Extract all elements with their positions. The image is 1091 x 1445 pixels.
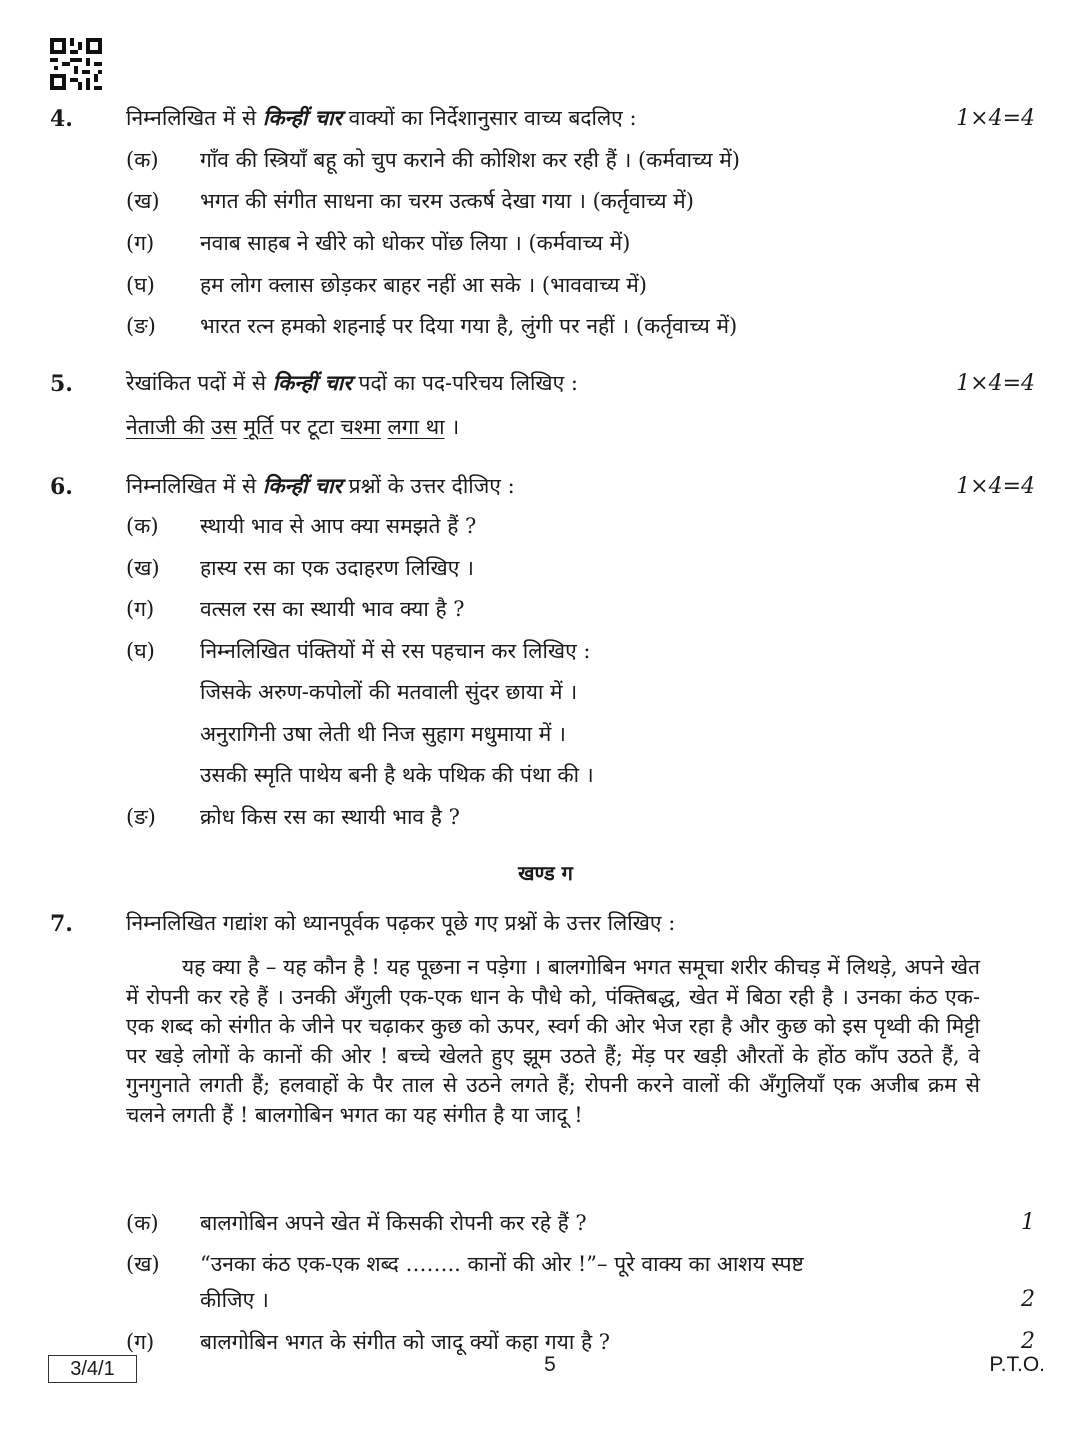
poem-line: अनुरागिनी उषा लेती थी निज सुहाग मधुमाया में ।: [200, 722, 566, 746]
instruction-emphasis: किन्हीं चार: [272, 370, 352, 395]
sub-question-label: (ख): [126, 1252, 160, 1276]
sub-question-label: (ङ): [126, 805, 156, 829]
qr-code: [50, 38, 102, 90]
instruction-text: पदों का पद-परिचय लिखिए :: [351, 371, 578, 395]
instruction-emphasis: किन्हीं चार: [262, 105, 342, 130]
sub-question-text: बालगोबिन अपने खेत में किसकी रोपनी कर रहे हैं ?: [200, 1211, 587, 1235]
instruction-text: निम्नलिखित में से: [126, 106, 263, 130]
question-marks: 1×4=4: [956, 371, 1035, 396]
sub-question-label: (ख): [126, 556, 160, 580]
sub-question-text: क्रोध किस रस का स्थायी भाव है ?: [200, 805, 460, 829]
underlined-word: मूर्ति: [243, 415, 274, 439]
question-instruction: [126, 472, 515, 500]
sub-question-text: भगत की संगीत साधना का चरम उत्कर्ष देखा गया । (कर्तृवाच्य में): [200, 189, 694, 213]
page-number: 5: [544, 1353, 556, 1376]
pto-label: P.T.O.: [989, 1353, 1045, 1376]
paper-code-box: [48, 1355, 137, 1383]
sub-question-label: (क): [126, 148, 159, 172]
sub-question-label: (क): [126, 514, 159, 538]
sub-question-label: (ग): [126, 231, 155, 255]
sub-question-label: (ङ): [126, 314, 156, 338]
paper-code: 3/4/1: [70, 1358, 115, 1380]
sub-question-text: “उनका कंठ एक-एक शब्द …….. कानों की ओर !”– पूरे वाक्य का आशय स्पष्ट: [200, 1252, 804, 1276]
sub-question-label: (घ): [126, 273, 155, 297]
passage: यह क्या है – यह कौन है ! यह पूछना न पड़ेगा । बालगोबिन भगत समूचा शरीर कीचड़ में लिथड़े, अपने खेत में रोपनी कर रहे हैं । उनकी अँगुली एक-एक धान के पौधे को, पंक्तिबद्ध, खेत में बिठा रही है । उनका कंठ एक-एक शब्द को संगीत के जीने पर चढ़ाकर कुछ को ऊपर, स्वर्ग की ओर भेज रहा है और कुछ को इस पृथ्वी की मिट्टी पर खड़े लोगों के कानों की ओर ! बच्चे खेलते हुए झूम उठते हैं; मेंड़ पर खड़ी औरतों के होंठ काँप उठते हैं, वे गुनगुनाते लगती हैं; हलवाहों के पैर ताल से उठने लगते हैं; रोपनी करने वालों की अँगुलियाँ एक अजीब क्रम से चलने लगती हैं ! बालगोबिन भगत का यह संगीत है या जादू !: [126, 955, 980, 1127]
sub-question-text: भारत रत्न हमको शहनाई पर दिया गया है, लुंगी पर नहीं । (कर्तृवाच्य में): [200, 314, 738, 338]
sub-question-text: गाँव की स्त्रियाँ बहू को चुप कराने की कोशिश कर रही हैं । (कर्मवाच्य में): [200, 148, 740, 172]
question-number: 7.: [50, 911, 73, 937]
sub-question-marks: 2: [1021, 1329, 1035, 1354]
sub-question-text: नवाब साहब ने खीरे को धोकर पोंछ लिया । (कर्मवाच्य में): [200, 231, 631, 255]
instruction-text: वाक्यों का निर्देशानुसार वाच्य बदलिए :: [342, 106, 637, 130]
section-title: खण्ड ग: [518, 861, 573, 885]
sub-question-label: (घ): [126, 639, 155, 663]
sentence-word: पर टूटा: [280, 415, 334, 439]
instruction-text: प्रश्नों के उत्तर दीजिए :: [342, 474, 515, 498]
question-number: 5.: [50, 371, 73, 397]
sub-question-text: बालगोबिन भगत के संगीत को जादू क्यों कहा गया है ?: [200, 1330, 611, 1354]
sub-question-label: (ग): [126, 597, 155, 621]
sub-question-label: (ख): [126, 189, 160, 213]
underlined-word: लगा था: [387, 415, 445, 439]
question-number: 4.: [50, 106, 73, 132]
sub-question-label: (क): [126, 1211, 159, 1235]
question-instruction: निम्नलिखित गद्यांश को ध्यानपूर्वक पढ़कर पूछे गए प्रश्नों के उत्तर लिखिए :: [126, 911, 676, 935]
underlined-word: उस: [211, 415, 237, 439]
question-marks: 1×4=4: [956, 474, 1035, 499]
sub-question-text: वत्सल रस का स्थायी भाव क्या है ?: [200, 597, 465, 621]
instruction-text: रेखांकित पदों में से: [126, 371, 273, 395]
sub-question-text: स्थायी भाव से आप क्या समझते हैं ?: [200, 514, 477, 538]
poem-line: उसकी स्मृति पाथेय बनी है थके पथिक की पंथा की ।: [200, 763, 594, 787]
sub-question-label: (ग): [126, 1330, 155, 1354]
sub-question-text: हास्य रस का एक उदाहरण लिखिए ।: [200, 556, 474, 580]
underlined-word: चश्मा: [340, 415, 381, 439]
sub-question-text: कीजिए ।: [200, 1288, 269, 1312]
sentence-end: ।: [451, 415, 460, 439]
question-instruction: [126, 104, 637, 132]
instruction-text: निम्नलिखित में से: [126, 474, 263, 498]
sub-question-marks: 2: [1021, 1287, 1035, 1312]
question-instruction: [126, 369, 578, 397]
poem-line: जिसके अरुण-कपोलों की मतवाली सुंदर छाया में ।: [200, 680, 578, 704]
instruction-emphasis: किन्हीं चार: [262, 473, 342, 498]
underlined-sentence: [126, 413, 459, 441]
sub-question-text: निम्नलिखित पंक्तियों में से रस पहचान कर लिखिए :: [200, 639, 591, 663]
question-marks: 1×4=4: [956, 106, 1035, 131]
sub-question-marks: 1: [1021, 1210, 1035, 1235]
underlined-word: नेताजी की: [126, 415, 205, 439]
question-number: 6.: [50, 474, 73, 500]
sub-question-text: हम लोग क्लास छोड़कर बाहर नहीं आ सके । (भाववाच्य में): [200, 273, 647, 297]
